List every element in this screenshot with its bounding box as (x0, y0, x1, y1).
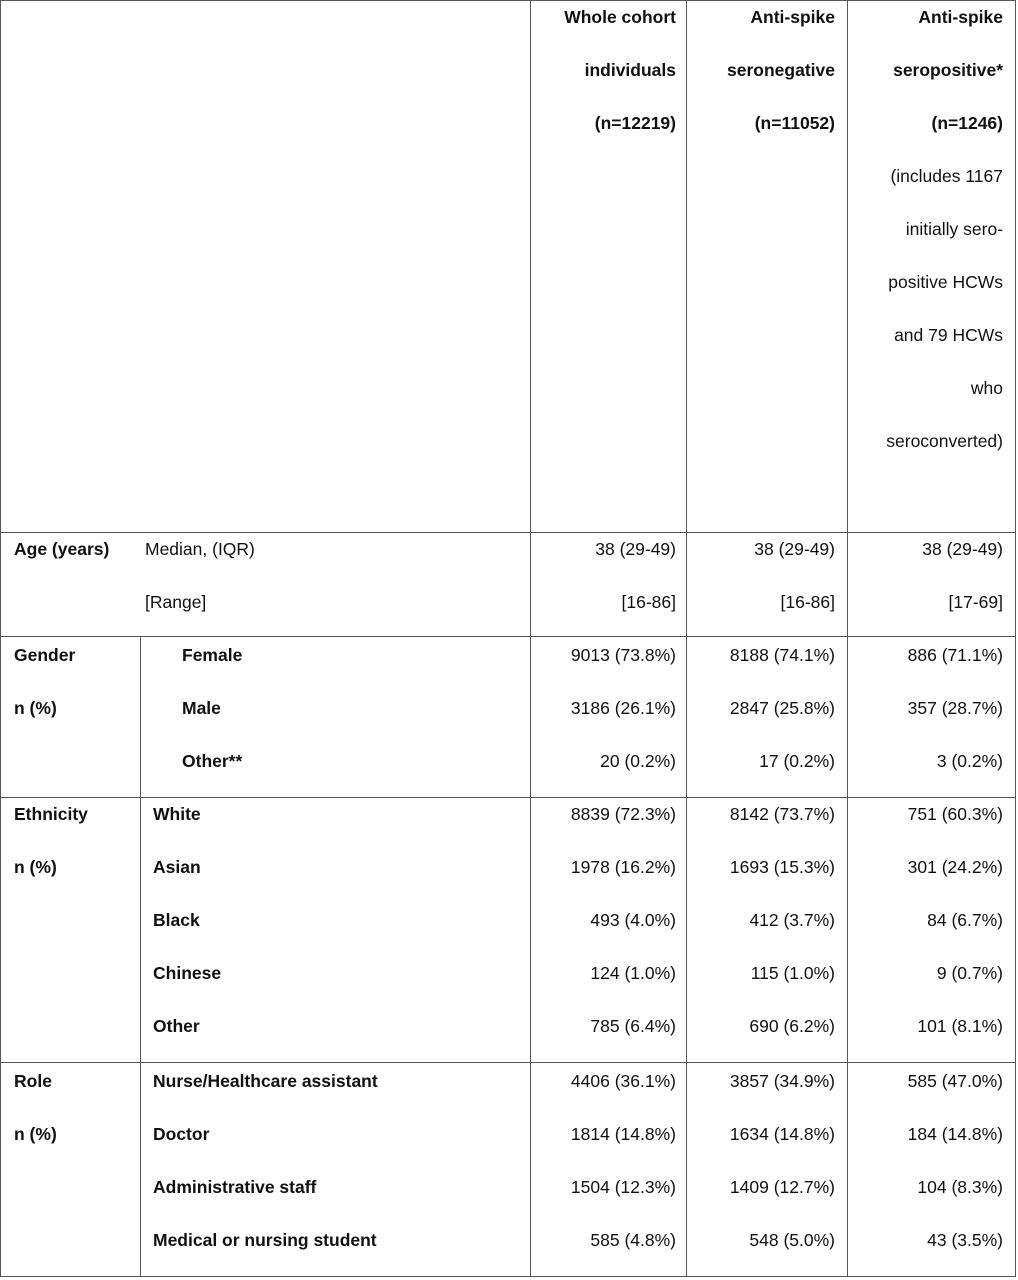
role-nurse-whole: 4406 (36.1%) (570, 1071, 676, 1091)
role-doctor-whole: 1814 (14.8%) (570, 1124, 676, 1144)
ethnicity-white-label: White (153, 804, 201, 824)
ethnicity-asian-seronegative: 1693 (15.3%) (729, 857, 835, 877)
row-divider-header (0, 532, 1016, 533)
header-seropositive-line2: seropositive* (893, 60, 1003, 80)
role-student-whole: 585 (4.8%) (590, 1230, 676, 1250)
column-divider-2 (686, 0, 687, 1277)
ethnicity-other-label: Other (153, 1016, 200, 1036)
header-whole-cohort-line3: (n=12219) (594, 113, 676, 133)
gender-male-label: Male (182, 698, 221, 718)
header-seropositive-line3: (n=1246) (931, 113, 1003, 133)
age-median-whole: 38 (29-49) (595, 539, 676, 559)
ethnicity-black-seronegative: 412 (3.7%) (749, 910, 835, 930)
ethnicity-chinese-seropositive: 9 (0.7%) (936, 963, 1003, 983)
role-student-seronegative: 548 (5.0%) (749, 1230, 835, 1250)
ethnicity-white-seropositive: 751 (60.3%) (907, 804, 1003, 824)
ethnicity-other-whole: 785 (6.4%) (590, 1016, 676, 1036)
ethnicity-black-seropositive: 84 (6.7%) (927, 910, 1003, 930)
gender-other-whole: 20 (0.2%) (600, 751, 676, 771)
table-border-top (0, 0, 1016, 1)
gender-female-seronegative: 8188 (74.1%) (729, 645, 835, 665)
header-seropositive-note-line3: positive HCWs (888, 272, 1003, 292)
ethnicity-white-whole: 8839 (72.3%) (570, 804, 676, 824)
ethnicity-chinese-seronegative: 115 (1.0%) (750, 963, 835, 983)
role-nurse-label: Nurse/Healthcare assistant (153, 1071, 378, 1091)
table-border-right (1015, 0, 1016, 1277)
header-seropositive-note-line2: initially sero- (905, 219, 1003, 239)
row-divider-gender (0, 797, 1016, 798)
gender-female-seropositive: 886 (71.1%) (907, 645, 1003, 665)
role-nurse-seronegative: 3857 (34.9%) (729, 1071, 835, 1091)
gender-unit-label: n (%) (14, 698, 57, 718)
ethnicity-other-seronegative: 690 (6.2%) (749, 1016, 835, 1036)
gender-male-seronegative: 2847 (25.8%) (729, 698, 835, 718)
header-seropositive-line1: Anti-spike (918, 7, 1003, 27)
role-admin-whole: 1504 (12.3%) (570, 1177, 676, 1197)
gender-label: Gender (14, 645, 76, 665)
age-range-label: [Range] (145, 592, 207, 612)
ethnicity-chinese-whole: 124 (1.0%) (590, 963, 676, 983)
ethnicity-black-label: Black (153, 910, 200, 930)
header-seropositive-note-line5: who (970, 378, 1003, 398)
gender-male-seropositive: 357 (28.7%) (907, 698, 1003, 718)
gender-other-label: Other** (182, 751, 243, 771)
header-seronegative-line3: (n=11052) (754, 113, 835, 133)
header-whole-cohort-line1: Whole cohort (564, 7, 676, 27)
header-seronegative-line2: seronegative (727, 60, 835, 80)
table-border-left (0, 0, 1, 1277)
role-doctor-seronegative: 1634 (14.8%) (729, 1124, 835, 1144)
age-median-seropositive: 38 (29-49) (922, 539, 1003, 559)
header-seropositive-note-line1: (includes 1167 (890, 166, 1003, 186)
ethnicity-label: Ethnicity (14, 804, 88, 824)
column-divider-3 (847, 0, 848, 1277)
table-border-bottom (0, 1276, 1016, 1277)
ethnicity-asian-whole: 1978 (16.2%) (570, 857, 676, 877)
row-divider-ethnicity (0, 1062, 1016, 1063)
ethnicity-asian-seropositive: 301 (24.2%) (907, 857, 1003, 877)
role-admin-seronegative: 1409 (12.7%) (729, 1177, 835, 1197)
gender-female-whole: 9013 (73.8%) (570, 645, 676, 665)
age-range-whole: [16-86] (621, 592, 676, 612)
role-nurse-seropositive: 585 (47.0%) (907, 1071, 1003, 1091)
gender-other-seronegative: 17 (0.2%) (759, 751, 835, 771)
role-doctor-seropositive: 184 (14.8%) (907, 1124, 1003, 1144)
gender-female-label: Female (182, 645, 243, 665)
gender-male-whole: 3186 (26.1%) (570, 698, 676, 718)
column-divider-label (140, 636, 141, 1277)
role-label: Role (14, 1071, 52, 1091)
age-range-seropositive: [17-69] (948, 592, 1003, 612)
age-median-seronegative: 38 (29-49) (754, 539, 835, 559)
age-median-label: Median, (IQR) (145, 539, 255, 559)
header-seropositive-note-line6: seroconverted) (886, 431, 1003, 451)
role-student-seropositive: 43 (3.5%) (927, 1230, 1003, 1250)
ethnicity-unit-label: n (%) (14, 857, 57, 877)
age-label: Age (years) (14, 539, 110, 559)
header-whole-cohort-line2: individuals (584, 60, 676, 80)
role-unit-label: n (%) (14, 1124, 57, 1144)
role-admin-seropositive: 104 (8.3%) (917, 1177, 1003, 1197)
role-student-label: Medical or nursing student (153, 1230, 377, 1250)
ethnicity-chinese-label: Chinese (153, 963, 222, 983)
header-seronegative-line1: Anti-spike (750, 7, 835, 27)
gender-other-seropositive: 3 (0.2%) (936, 751, 1003, 771)
role-doctor-label: Doctor (153, 1124, 210, 1144)
ethnicity-asian-label: Asian (153, 857, 201, 877)
column-divider-1 (530, 0, 531, 1277)
ethnicity-white-seronegative: 8142 (73.7%) (729, 804, 835, 824)
role-admin-label: Administrative staff (153, 1177, 317, 1197)
ethnicity-black-whole: 493 (4.0%) (590, 910, 676, 930)
age-range-seronegative: [16-86] (780, 592, 835, 612)
ethnicity-other-seropositive: 101 (8.1%) (917, 1016, 1003, 1036)
header-seropositive-note-line4: and 79 HCWs (894, 325, 1003, 345)
row-divider-age (0, 636, 1016, 637)
